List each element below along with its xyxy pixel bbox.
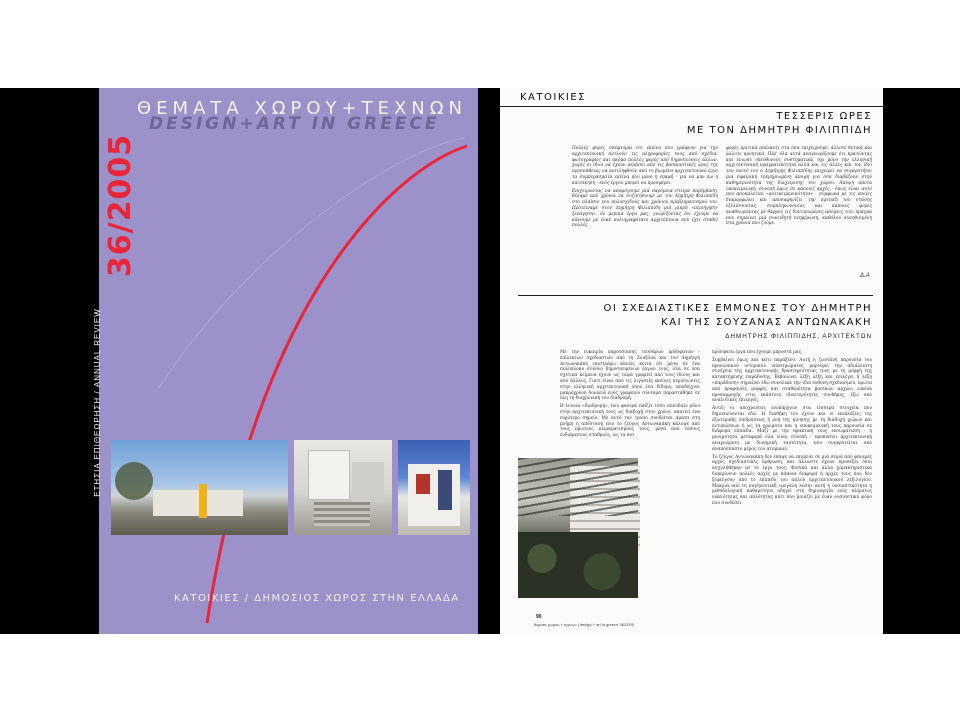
annual-review-label: ΕΤΗΣΙΑ ΕΠΙΘΕΩΡΗΣΗ / ANNUAL REVIEW <box>92 308 102 497</box>
intro-column-left <box>572 146 718 282</box>
paragraph: Συμβαίνει όμως και κάτι παράξενο. Αυτή η ζωντανή παρουσία του προσωπικού ιστορικού υποστρώματος μαρτυρεί την αδιάλειπτη συνέχεια της αρχιτεκτονικής δραστηριότητας τους με τη μορφή της κατακτημένης παράδοσης. Βεβαιώνει λέξη λέξη και επιλέγει ή λέξη «παράδοση» σημαίνει εδώ συνολικά την ίδια ευθύνη σχεδιασμού, πρώτα από προφανείς μορφές και σταθερότητα βασικών αρχών, εικόνα προσαρμογής στις εκάστοτε ιδιαιτερότητες συνθήκες, έξω από αναλυτικές επιλογές. <box>712 357 872 404</box>
body-column-right <box>712 350 872 612</box>
headline-2-line-1: ΟΙ ΣΧΕΔΙΑΣΤΙΚΕΣ ΕΜΜΟΝΕΣ ΤΟΥ ΔΗΜΗΤΡΗ <box>603 303 872 314</box>
intro-column-right <box>726 146 872 282</box>
page-number: 90 <box>536 614 542 620</box>
section-header <box>500 90 883 107</box>
paragraph: Με την ευκαιρία παρουσίασης τεσσάρων πρόσφατων - επίλεκτων σχεδιαστών από τη Σουζάνα και τον Δημήτρη Αντωνακάκη επιστρέφω κανείς κοιτά ότι μέσα σε ένα πολύπλοκο σύνολο δημοσιευμένων έργων τους, όλα σε όσα σχετικά κείμενα έχουν ως τώρα γραφτεί από τους ίδιους και από άλλους. Γιατί είναι από τις λιγοστές εκείνες περιπτώσεις στην ελληνική αρχιτεκτονική όπου ένα δίδυμο, αποδείχνει μακρόχρονη δουλειά ενός γραφείου σύντομα παραστάθηκε σε όλη τη διαχρονική του διαδρομή. <box>560 350 700 402</box>
issue-number: 36/2005 <box>103 133 139 278</box>
paragraph: Το ζεύγος Αντωνακάκη δεν έπαψε να επιμένει σε μιά σειρά από φανερές αρχές σχεδιαστικές άρθρωση, και άλλωστε έχουν προσέξει όσοι ασχολήθηκαν με το έργο τους. Φυσικά και άλλα χαρακτηριστικά διακρίνουν πολλές αρχές με κάποια διαφορά ή αρχές τους που δεν ξεφεύγουν από το επίπεδο του απλού αρχιτεκτονικού λεξιλογίου. Μακριά από τη σαγήνευτική «μεγάλη λύση» αυτή η ουσιαστικότητα η μεθοδολογική καθαρότητα οδηγεί στη δημιουργία ενός κλίματος οικειότητας και απλότητας κάτι που μοιάζει με έναν ουσιαστικό φόρο που συνδέσει <box>712 454 872 506</box>
page-footer: θεματα χωρου + τεχνων | design + art in greece 36/2005 <box>534 622 634 627</box>
body-column-left <box>560 350 700 456</box>
cover-title-english: DESIGN+ART IN GREECE <box>149 114 440 134</box>
article-page <box>500 88 883 634</box>
article-photo-courtyard <box>518 458 638 598</box>
paragraph: Η έννοια «διαδρομή», που φανερά παίζει τόσο σπουδαίο ρόλο στην αρχιτεκτονική τους ως διαδοχή στον χρόνο, απαιτεί ένα ευρύτερο σημείο. Με αυτό τον τρόπο συνδέεται άμεσα στη μνήμη η απόσταση που το ζεύγος Αντωνακάκη κάλυψε από τους πρώτους πειραματισμούς τους, μέσα από τόσους ενδιάμεσους σταθμούς, ως τα πιο <box>560 404 700 439</box>
cover-title-greek: ΘΕΜΑΤΑ ΧΩΡΟΥ+ΤΕΧΝΩΝ <box>137 98 467 119</box>
cover-photo-house-1 <box>111 440 288 535</box>
paragraph: Πολλές φορές σκέφτομαι ότι εκείνο που γράφουν για την αρχιτεκτονική αντλούν τις πληροφορίες τους από σχέδια, φωτογραφίες και ακόμα πολλές φορές από δημοσιεύσεις άλλων, χωρίς οι ίδιοι να έχουν περάσει από τις βασανιστικές ώρες της προσπάθειας να αντιληφθούν από το βιωμένο αρχιτεκτονικό έργο τα συμπεράσματα εκείνα που μόνο η επαφή - για να μην πω η κατοίκηση - ενός έργου μπορεί να προσφέρει. <box>572 146 718 186</box>
intro-signature: Δ.Α <box>860 273 870 279</box>
paragraph: Αυτές οι αποχρώσεις ενυπάρχουν στα τέσσερα στοιχεία που δημοσιεύονται εδώ. Η διαθήκη του έχουν και οι επιπλέξεις της εξωτερικής επιδράσεως ή ροή της κίνησης με τη διαδοχή χώρων και εντυπώσεων ή ως τα χρώματα και η υποκειμενική τους παρουσία σε διάφορα επίπεδα. Μαζί με την πρακτική τους ενσωμάτωση - η μονιμότητα μεταφορά όλα είναι συνεπή - προκύπτει αρχιτεκτονική αναγνώριση με δυναμική ταυτότητα, που συγκροτείται από αναπόσπαστο μέρος του ατομικού. <box>712 406 872 452</box>
divider-rule <box>518 295 873 296</box>
article-byline: ΔΗΜΗΤΡΗΣ ΦΙΛΙΠΠΙΔΗΣ, ΑΡΧΙΤΕΚΤΩΝ <box>725 333 872 340</box>
paragraph: πρόσφατα έργα που έχουμε μπροστά μας. <box>712 350 803 355</box>
cover-photo-house-3 <box>398 440 470 535</box>
cover-photo-house-2 <box>294 440 392 535</box>
paragraph: Επιχειρώντας να αποφύγουμε μιά παρόμοια στείρα παρέμβαση, θέλαμε από χρόνια να συζητήσουμε με τον Δημήτρη Φιλιππίδη στο πλαίσιο του πολυσχιδούς και χρόνιου προβληματισμού του. Προτείναμε στον Δημήτρη Φιλιππίδη μιά μικρή «περιήγηση-ξενάγηση», σε μερικά έργα μας, γνωρίζοντας ότι έχουμε να κάνουμε με έναν πολυγραφότατο αρχιτέκτονα που έχει σταθεί πολλές <box>572 188 718 229</box>
magazine-cover <box>92 88 478 634</box>
paragraph: φορές κριτικά απέναντι στα όσα επιχειρούμε, άλλοτε θετικά και άλλοτε αρνητικά. Πέρ' όλα αυτά αναγνωρίζουμε ότι κρατώντας και ένιωσε υπεύθυνους συστηματικά, όχι μόνο την ελληνική αρχιτεκτονική πραγματικότητα αλλά και τις άλλες και τον ίδιο τον εαυτό του ο Δημήτρης Φιλιππίδης επιχειρεί να συγκροτήσει μιά σφαιρική τεκμηριωμένη άποψη για όσα διαβάζουν στην καθημερινότητα της διαχείρισης του χώρου. Άποψη πάντα υποκειμενική, συνεπή όμως σε κάποιες αρχές - όπως είναι αυτό που αποκαλείται «αντικειμενικότητα» - σύμφωνα με τις οποίες διαμορφώνει και αποσαφηνίζει την κριτική του στάσης εξελίσσοντας, συμπληρώνοντας και κάποιες φορές αναθεωρώντας με θάρρος τις διατυπωμένες απόψεις του, πράγμα που σημαίνει μιά συνειδητή ενημέρωση, καθόλου συνηθισμένη στα χρόνια που ζούμε. <box>726 146 872 227</box>
headline-2-line-2: ΚΑΙ ΤΗΣ ΣΟΥΖΑΝΑΣ ΑΝΤΩΝΑΚΑΚΗ <box>661 317 872 328</box>
headline-1-line-2: ΜΕ ΤΟΝ ΔΗΜΗΤΡΗ ΦΙΛΙΠΠΙΔΗ <box>686 125 872 136</box>
headline-1-line-1: ΤΕΣΣΕΡΙΣ ΩΡΕΣ <box>776 111 872 122</box>
red-curve-graphic <box>99 88 478 634</box>
cover-photo-strip <box>111 440 471 535</box>
section-label: ΚΑΤΟΙΚΙΕΣ <box>520 92 586 103</box>
cover-subtitle: ΚΑΤΟΙΚΙΕΣ / ΔΗΜΟΣΙΟΣ ΧΩΡΟΣ ΣΤΗΝ ΕΛΛΑΔΑ <box>174 593 460 604</box>
